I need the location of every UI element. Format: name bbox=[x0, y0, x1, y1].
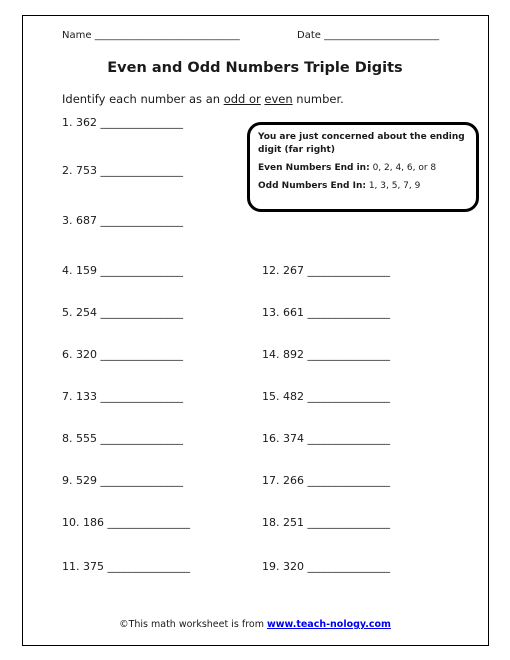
footer bbox=[0, 619, 510, 630]
problem-8[interactable]: 8. 555 _______________ bbox=[62, 432, 183, 445]
problem-12[interactable]: 12. 267 _______________ bbox=[262, 264, 390, 277]
problem-3[interactable]: 3. 687 _______________ bbox=[62, 214, 183, 227]
problem-13[interactable]: 13. 661 _______________ bbox=[262, 306, 390, 319]
hint-box bbox=[247, 122, 479, 212]
teach-nology-link[interactable]: www.teach-nology.com bbox=[266, 619, 391, 630]
worksheet-title: Even and Odd Numbers Triple Digits bbox=[107, 60, 403, 76]
date-blank: _______________________ bbox=[324, 30, 440, 41]
problem-19[interactable]: 19. 320 _______________ bbox=[262, 560, 390, 573]
problem-10[interactable]: 10. 186 _______________ bbox=[62, 516, 190, 529]
problem-17[interactable]: 17. 266 _______________ bbox=[262, 474, 390, 487]
even-underline: even bbox=[264, 92, 293, 106]
footer-text: ©This math worksheet is from bbox=[119, 619, 267, 630]
problem-5[interactable]: 5. 254 _______________ bbox=[62, 306, 183, 319]
problem-16[interactable]: 16. 374 _______________ bbox=[262, 432, 390, 445]
problem-6[interactable]: 6. 320 _______________ bbox=[62, 348, 183, 361]
problem-7[interactable]: 7. 133 _______________ bbox=[62, 390, 183, 403]
hint-even: Even Numbers End in: 0, 2, 4, 6, or 8 bbox=[258, 163, 437, 173]
problem-4[interactable]: 4. 159 _______________ bbox=[62, 264, 183, 277]
name-label: Name bbox=[62, 30, 92, 41]
date-field[interactable] bbox=[297, 30, 439, 41]
problem-9[interactable]: 9. 529 _______________ bbox=[62, 474, 183, 487]
problem-1[interactable]: 1. 362 _______________ bbox=[62, 116, 183, 129]
problem-2[interactable]: 2. 753 _______________ bbox=[62, 164, 183, 177]
problem-15[interactable]: 15. 482 _______________ bbox=[262, 390, 390, 403]
odd-or-underline: odd or bbox=[223, 92, 261, 106]
hint-odd: Odd Numbers End In: 1, 3, 5, 7, 9 bbox=[258, 181, 421, 191]
name-blank: _____________________________ bbox=[94, 30, 240, 41]
problem-14[interactable]: 14. 892 _______________ bbox=[262, 348, 390, 361]
name-field[interactable] bbox=[62, 30, 240, 41]
date-label: Date bbox=[297, 30, 321, 41]
instructions: Identify each number as an odd or even number. bbox=[62, 92, 344, 106]
problem-18[interactable]: 18. 251 _______________ bbox=[262, 516, 390, 529]
hint-intro: You are just concerned about the ending digit (far right) bbox=[258, 132, 465, 155]
problem-11[interactable]: 11. 375 _______________ bbox=[62, 560, 190, 573]
worksheet-border bbox=[22, 15, 489, 646]
